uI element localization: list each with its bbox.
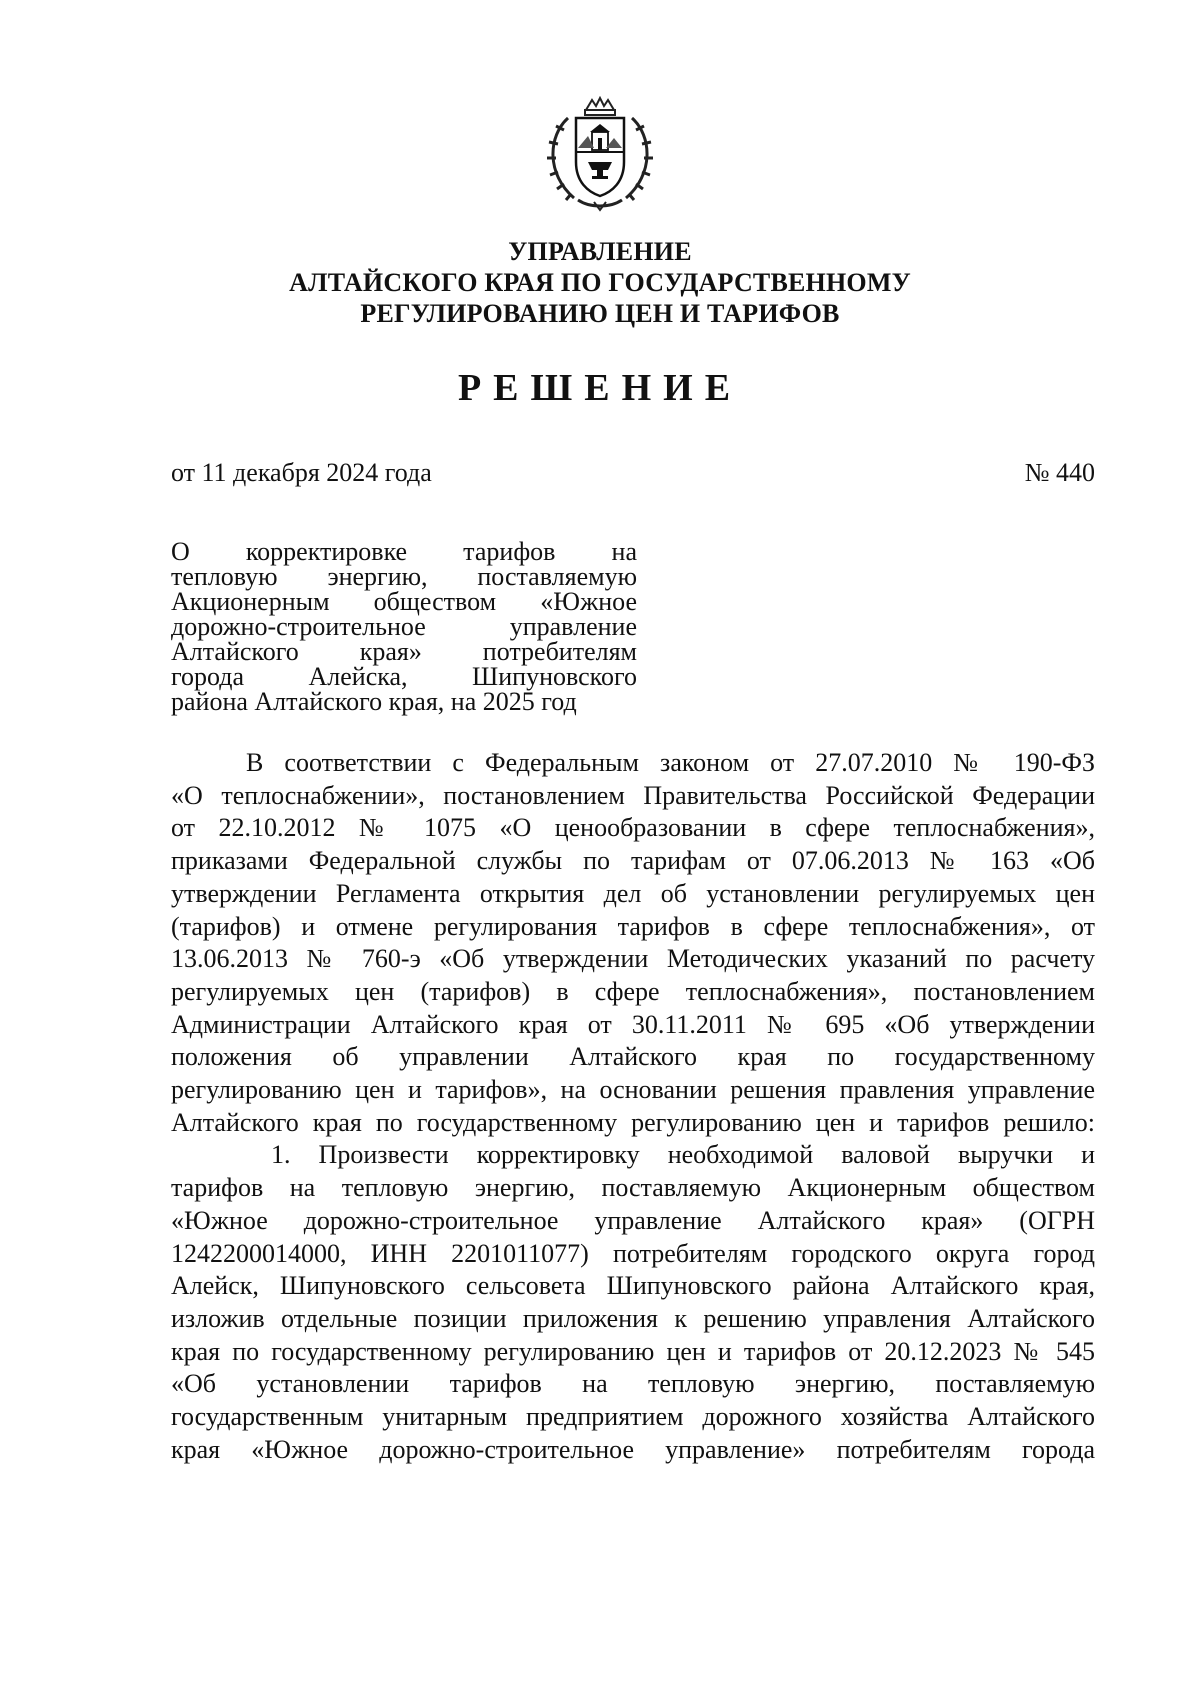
- subject-line: Алтайского края» потребителям: [171, 637, 637, 666]
- subject-line: района Алтайского края, на 2025 год: [171, 687, 577, 716]
- body-line: регулируемых цен (тарифов) в сфере теплоснабжения», постановлением: [171, 976, 1095, 1006]
- body-line: Алейск, Шипуновского сельсовета Шипуновского района Алтайского края,: [171, 1271, 1095, 1301]
- document-subject: [171, 539, 637, 714]
- document-date: от 11 декабря 2024 года: [171, 458, 432, 487]
- body-line: края по государственному регулированию цен и тарифов от 20.12.2023 № 545: [171, 1336, 1095, 1366]
- document-number: № 440: [1024, 458, 1095, 487]
- body-line: от 22.10.2012 № 1075 «О ценообразовании в сфере теплоснабжения»,: [171, 813, 1095, 843]
- body-line: 1. Произвести корректировку необходимой валовой выручки и: [271, 1140, 1095, 1170]
- body-line: Алтайского края по государственному регулированию цен и тарифов решило:: [171, 1107, 1095, 1137]
- body-line: края «Южное дорожно-строительное управление» потребителям города: [171, 1434, 1095, 1464]
- document-body: [171, 747, 1095, 1466]
- body-line: регулированию цен и тарифов», на основании решения правления управление: [171, 1075, 1095, 1105]
- organization-line: УПРАВЛЕНИЕ: [508, 237, 692, 266]
- organization-line: АЛТАЙСКОГО КРАЯ ПО ГОСУДАРСТВЕННОМУ: [289, 268, 911, 297]
- body-line: «Об установлении тарифов на тепловую энергию, поставляемую: [171, 1369, 1095, 1399]
- body-line: тарифов на тепловую энергию, поставляемую Акционерным обществом: [171, 1173, 1095, 1203]
- organization-line: РЕГУЛИРОВАНИЮ ЦЕН И ТАРИФОВ: [360, 299, 840, 328]
- subject-line: дорожно-строительное управление: [171, 612, 637, 641]
- body-line: государственным унитарным предприятием дорожного хозяйства Алтайского: [171, 1402, 1095, 1432]
- body-line: 13.06.2013 № 760-э «Об утверждении Методических указаний по расчету: [171, 944, 1095, 974]
- body-line: изложив отдельные позиции приложения к решению управления Алтайского: [171, 1303, 1095, 1333]
- subject-line: О корректировке тарифов на: [171, 537, 637, 566]
- subject-line: тепловую энергию, поставляемую: [171, 562, 637, 591]
- body-line: Администрации Алтайского края от 30.11.2011 № 695 «Об утверждении: [171, 1009, 1095, 1039]
- subject-line: города Алейска, Шипуновского: [171, 662, 637, 691]
- body-line: положения об управлении Алтайского края по государственному: [171, 1042, 1095, 1072]
- organization-name: [200, 236, 1000, 329]
- body-line: «О теплоснабжении», постановлением Правительства Российской Федерации: [171, 780, 1095, 810]
- document-type-title: РЕШЕНИЕ: [457, 367, 743, 409]
- body-line: приказами Федеральной службы по тарифам от 07.06.2013 № 163 «Об: [171, 846, 1095, 876]
- body-line: В соответствии с Федеральным законом от 27.07.2010 № 190-ФЗ: [246, 748, 1095, 777]
- body-line: (тарифов) и отмене регулирования тарифов в сфере теплоснабжения», от: [171, 911, 1095, 941]
- body-line: «Южное дорожно-строительное управление Алтайского края» (ОГРН: [171, 1205, 1095, 1235]
- subject-line: Акционерным обществом «Южное: [171, 587, 637, 616]
- body-line: 1242200014000, ИНН 2201011077) потребителям городского округа город: [171, 1238, 1095, 1268]
- coat-of-arms-icon: [538, 96, 662, 214]
- body-line: утверждении Регламента открытия дел об установлении регулируемых цен: [171, 878, 1095, 908]
